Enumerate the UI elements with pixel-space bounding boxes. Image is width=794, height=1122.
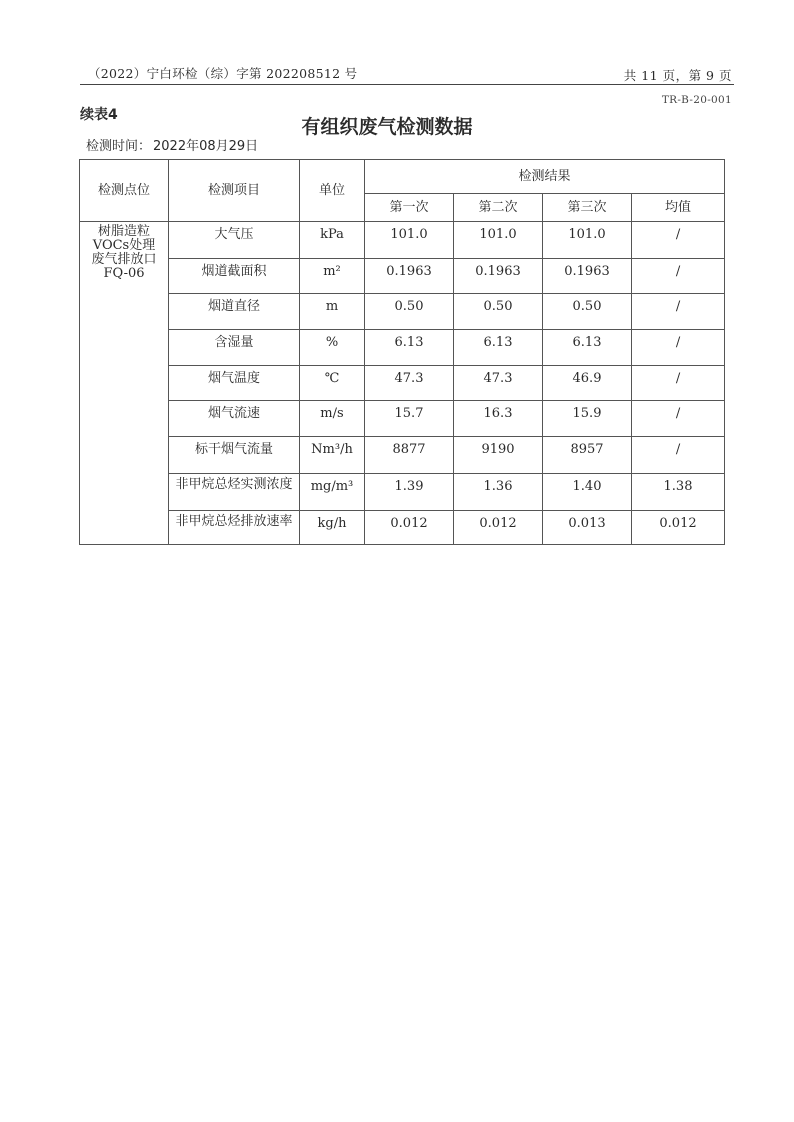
avg-cell: 1.38: [632, 474, 725, 510]
value-cell: 6.13: [365, 330, 454, 365]
value-cell: 8957: [543, 437, 632, 474]
value-cell: 47.3: [365, 365, 454, 400]
form-code: TR-B-20-001: [661, 94, 732, 106]
value-cell: 0.013: [543, 510, 632, 544]
avg-cell: 0.012: [632, 510, 725, 544]
item-cell: 烟气流速: [169, 400, 300, 436]
item-cell: 烟道直径: [169, 294, 300, 330]
location-line: FQ-06: [103, 266, 145, 282]
value-cell: 8877: [365, 437, 454, 474]
value-cell: 101.0: [365, 222, 454, 258]
unit-cell: mg/m³: [300, 474, 365, 510]
value-cell: 9190: [454, 437, 543, 474]
unit-cell: Nm³/h: [300, 437, 365, 474]
value-cell: 0.1963: [365, 258, 454, 293]
report-number: （2022）宁白环检（综）字第 202208512 号: [88, 66, 358, 81]
location-line: 废气排放口: [91, 252, 157, 268]
value-cell: 0.1963: [454, 258, 543, 293]
value-cell: 46.9: [543, 365, 632, 400]
value-cell: 1.36: [454, 474, 543, 510]
value-cell: 0.012: [454, 510, 543, 544]
avg-cell: /: [632, 258, 725, 293]
avg-cell: /: [632, 400, 725, 436]
item-cell: 烟道截面积: [169, 258, 300, 293]
test-time: [86, 135, 258, 154]
unit-cell: m/s: [300, 400, 365, 436]
header-run-2: 第二次: [454, 194, 543, 222]
test-time-label: 检测时间：: [86, 139, 152, 154]
value-cell: 6.13: [454, 330, 543, 365]
value-cell: 47.3: [454, 365, 543, 400]
location-line: VOCs处理: [92, 238, 156, 254]
unit-cell: m²: [300, 258, 365, 293]
header-item: 检测项目: [169, 160, 300, 222]
test-time-value: 2022年08月29日: [153, 139, 259, 154]
value-cell: 6.13: [543, 330, 632, 365]
avg-cell: /: [632, 294, 725, 330]
emission-data-table: [79, 159, 725, 545]
location-line: 树脂造粒: [97, 224, 150, 240]
value-cell: 1.39: [365, 474, 454, 510]
avg-cell: /: [632, 330, 725, 365]
value-cell: 101.0: [454, 222, 543, 258]
value-cell: 15.7: [365, 400, 454, 436]
value-cell: 0.50: [543, 294, 632, 330]
avg-cell: /: [632, 365, 725, 400]
continued-label: 续表4: [80, 107, 118, 123]
unit-cell: ℃: [300, 365, 365, 400]
header-result: 检测结果: [365, 160, 725, 194]
page-title: 有组织废气检测数据: [301, 116, 473, 138]
value-cell: 0.50: [365, 294, 454, 330]
unit-cell: kg/h: [300, 510, 365, 544]
value-cell: 1.40: [543, 474, 632, 510]
header-run-1: 第一次: [365, 194, 454, 222]
item-cell: 标干烟气流量: [169, 437, 300, 474]
item-cell: 含湿量: [169, 330, 300, 365]
header-location: 检测点位: [80, 160, 169, 222]
value-cell: 0.012: [365, 510, 454, 544]
value-cell: 0.50: [454, 294, 543, 330]
unit-cell: %: [300, 330, 365, 365]
item-cell: 烟气温度: [169, 365, 300, 400]
location-cell: [80, 222, 169, 545]
avg-cell: /: [632, 222, 725, 258]
header-avg: 均值: [632, 194, 725, 222]
header-divider: [80, 84, 734, 85]
header-unit: 单位: [300, 160, 365, 222]
unit-cell: kPa: [300, 222, 365, 258]
value-cell: 0.1963: [543, 258, 632, 293]
value-cell: 16.3: [454, 400, 543, 436]
item-cell: 非甲烷总烃实测浓度: [169, 474, 300, 510]
page-info: 共 11 页，第 9 页: [623, 68, 732, 83]
unit-cell: m: [300, 294, 365, 330]
item-cell: 大气压: [169, 222, 300, 258]
item-cell: 非甲烷总烃排放速率: [169, 510, 300, 544]
value-cell: 15.9: [543, 400, 632, 436]
value-cell: 101.0: [543, 222, 632, 258]
header-run-3: 第三次: [543, 194, 632, 222]
avg-cell: /: [632, 437, 725, 474]
